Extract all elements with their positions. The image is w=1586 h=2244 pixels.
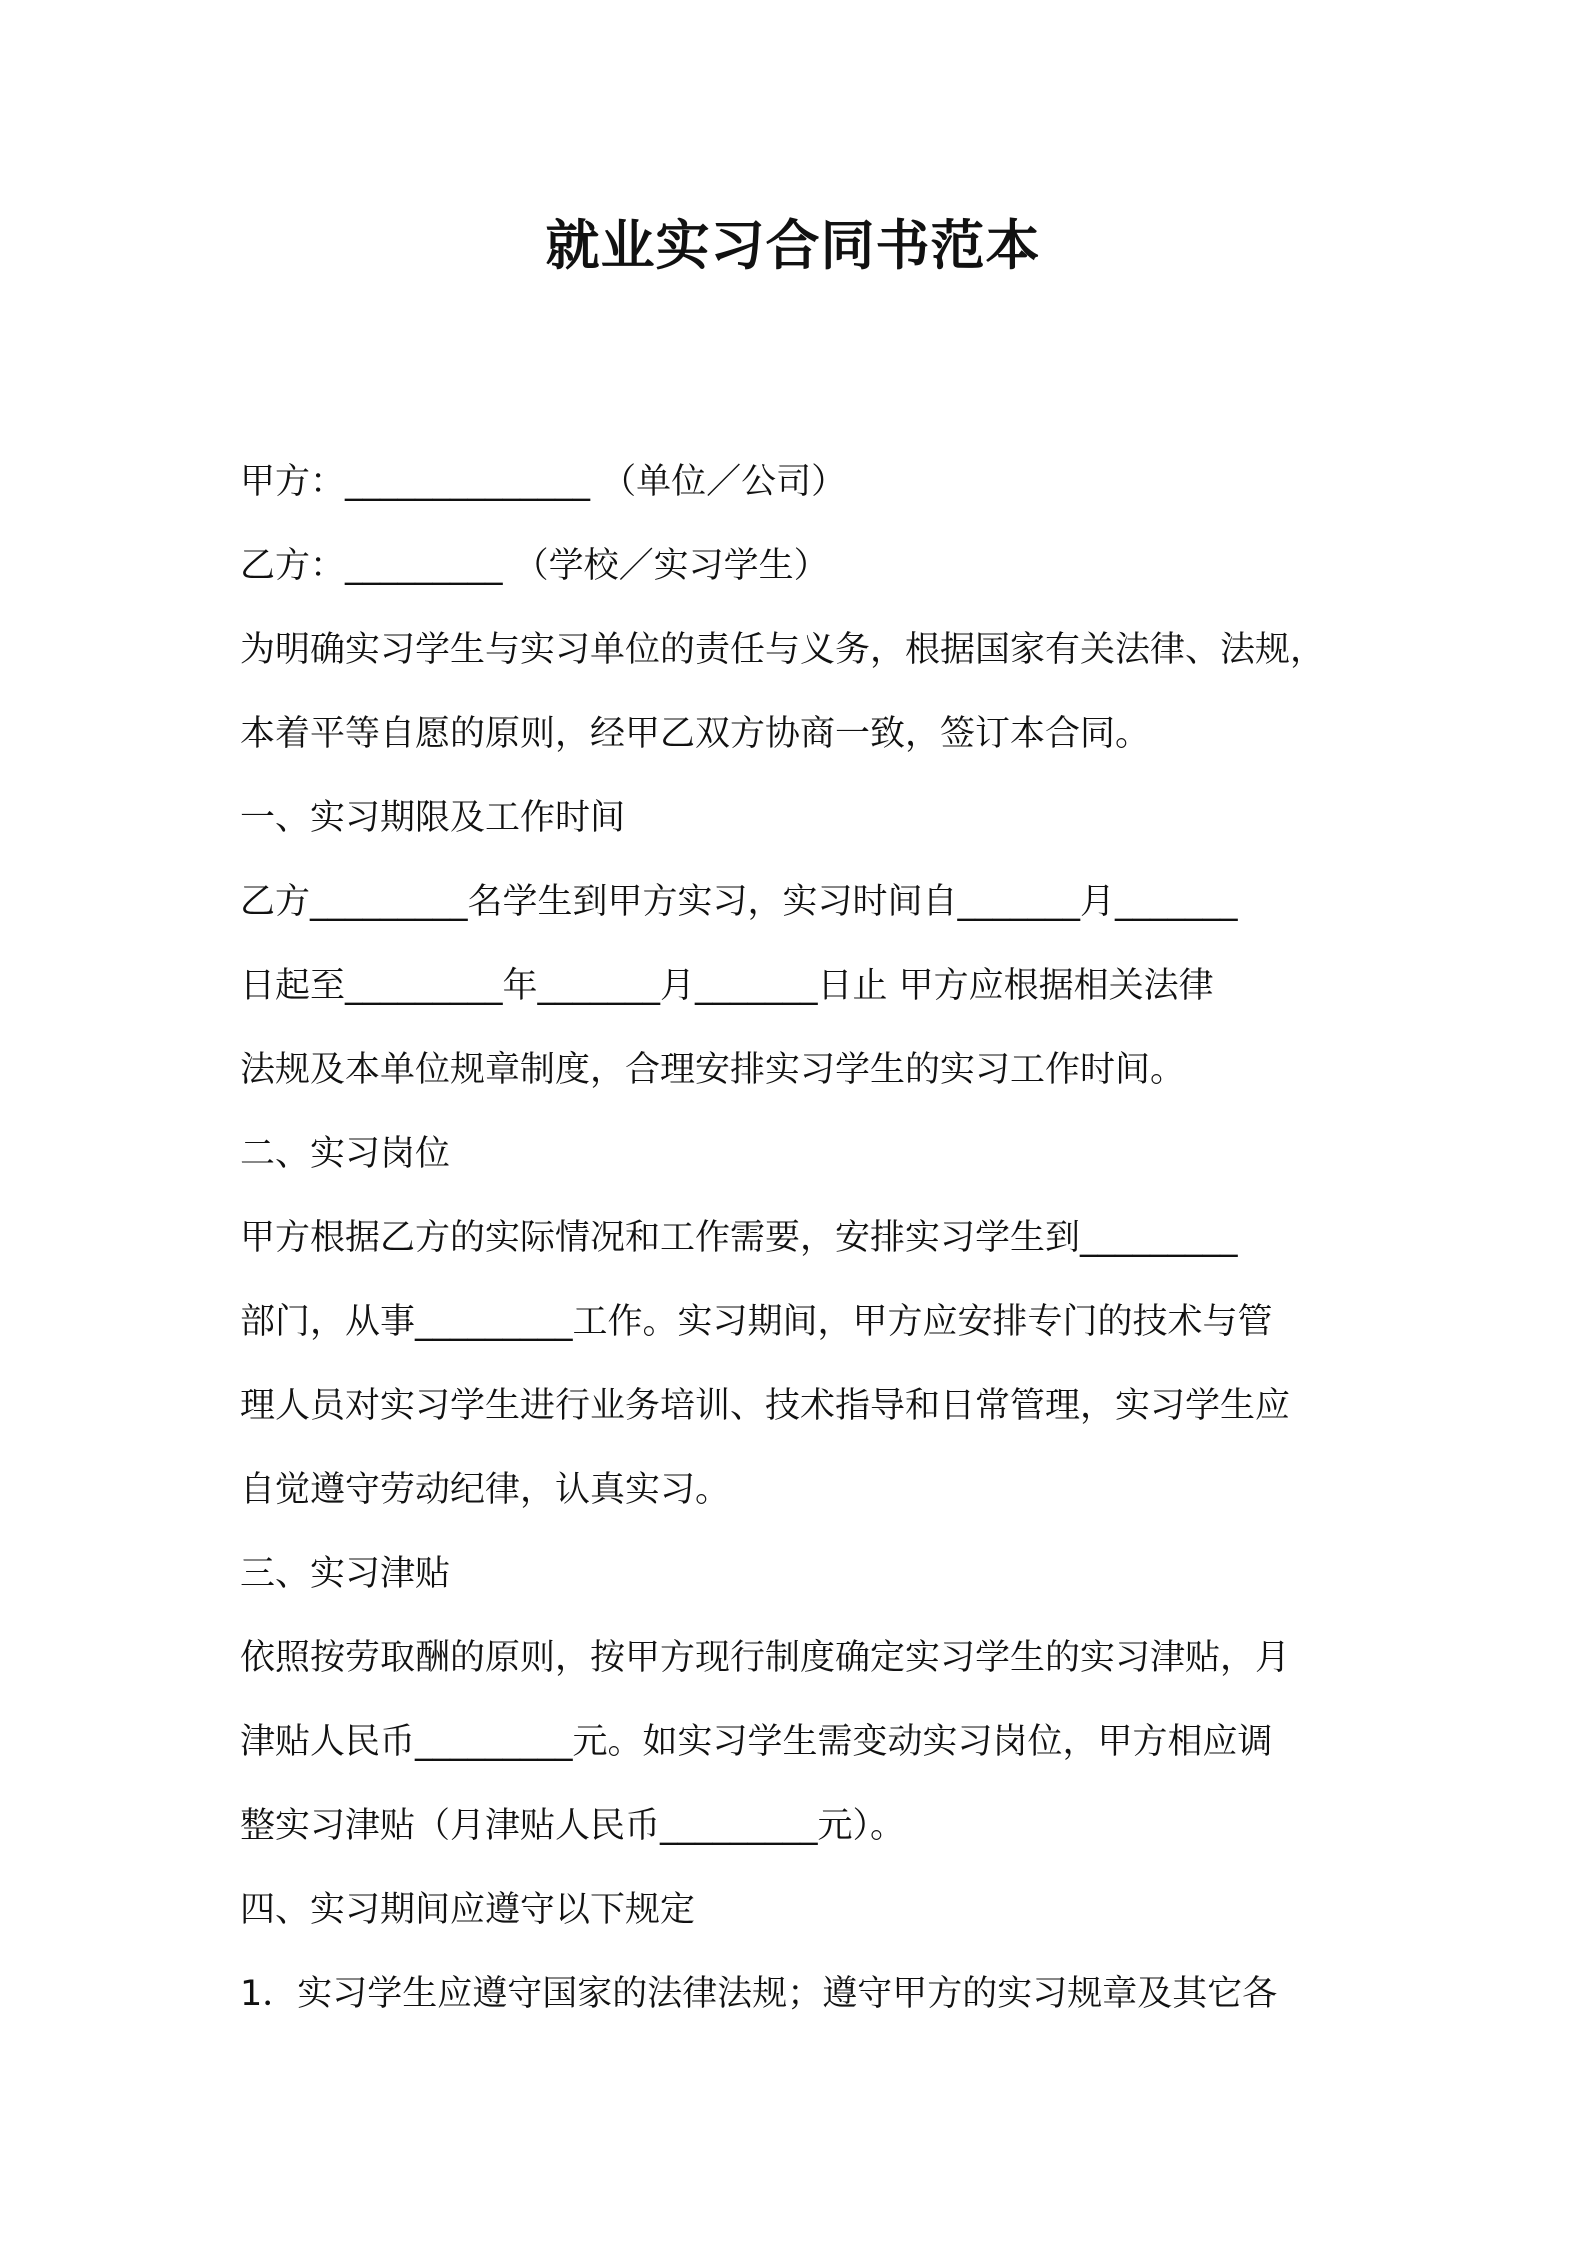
paragraph-line: 1．实习学生应遵守国家的法律法规；遵守甲方的实习规章及其它各: [240, 1974, 1278, 2014]
party-a-line: 甲方：______________ （单位／公司）: [240, 462, 847, 502]
paragraph-line: 法规及本单位规章制度，合理安排实习学生的实习工作时间。: [240, 1050, 1186, 1090]
paragraph-line: 乙方_________名学生到甲方实习，实习时间自_______月_______: [240, 882, 1238, 922]
paragraph-line: 部门，从事_________工作。实习期间，甲方应安排专门的技术与管: [240, 1302, 1273, 1342]
paragraph-line: 为明确实习学生与实习单位的责任与义务，根据国家有关法律、法规，: [240, 630, 1326, 670]
paragraph-line: 自觉遵守劳动纪律，认真实习。: [240, 1470, 731, 1510]
section-heading: 一、实习期限及工作时间: [240, 798, 626, 838]
paragraph-line: 理人员对实习学生进行业务培训、技术指导和日常管理，实习学生应: [240, 1386, 1291, 1426]
paragraph-line: 津贴人民币_________元。如实习学生需变动实习岗位，甲方相应调: [240, 1722, 1273, 1762]
paragraph-line: 依照按劳取酬的原则，按甲方现行制度确定实习学生的实习津贴，月: [240, 1638, 1291, 1678]
section-heading: 二、实习岗位: [240, 1134, 451, 1174]
document-body: [240, 440, 1350, 2036]
section-heading: 四、实习期间应遵守以下规定: [240, 1890, 696, 1930]
paragraph-line: 整实习津贴（月津贴人民币_________元）。: [240, 1806, 906, 1846]
document-title: 就业实习合同书范本: [545, 214, 1041, 277]
paragraph-line: 日起至_________年_______月_______日止 甲方应根据相关法律: [240, 966, 1214, 1006]
party-b-line: 乙方：_________ （学校／实习学生）: [240, 546, 829, 586]
paragraph-line: 甲方根据乙方的实际情况和工作需要，安排实习学生到_________: [240, 1218, 1238, 1258]
section-heading: 三、实习津贴: [240, 1554, 451, 1594]
paragraph-line: 本着平等自愿的原则，经甲乙双方协商一致，签订本合同。: [240, 714, 1151, 754]
